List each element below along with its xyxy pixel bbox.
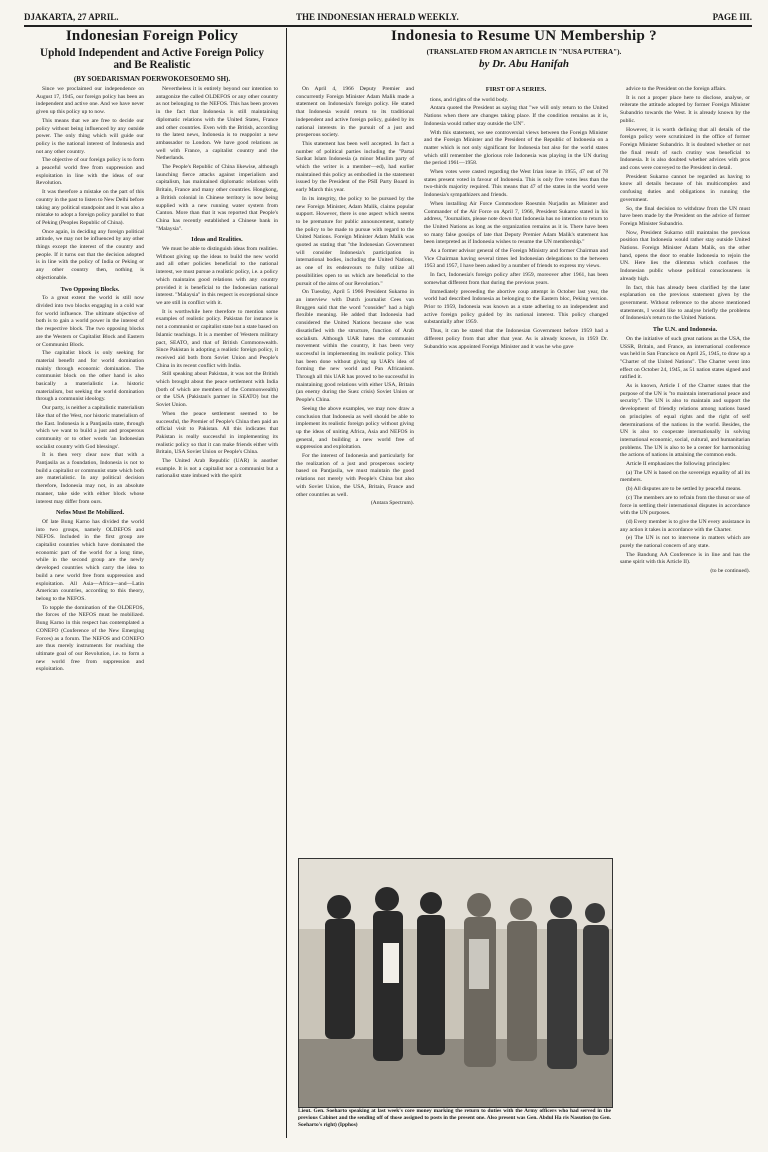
paragraph: The People's Republic of China likewise, although launching fierce attacks against imperialism and capitalism, has maintained diplomatic relations with Britain, France and many other countries. Hongkong, a British colonial in Chinese territory is now being supplied with a new running water system from Canton. More than that it was reported that People's China has recently established a Chinese bank in "Malaysia". bbox=[156, 164, 278, 232]
paragraph: Since we proclaimed our independence on August 17, 1945, our foreign policy has been an independent and active one. And we have never given up this policy up to now. bbox=[36, 86, 144, 116]
paragraph: When the peace settlement seemed to be successful, the Premier of People's China then paid an official visit to Pakistan. All this indicates that Pakistan is really successful in implementing its realistic policy so that it can make friends either with Britain, USA Soviet Union or People's China. bbox=[156, 410, 278, 456]
paragraph: Now, President Sukarno still maintains the previous position that Indonesia would rather stay outside United Nations. Foreign Minister Adam Malik, on the other hand, opens the door to enable Indonesia to rejoin the UN. Here lies the dilemma which confuses the Indonesian public whose political consciousness is already high. bbox=[620, 229, 750, 282]
left-article-subtitle: Uphold Independent and Active Foreign Policy and Be Realistic bbox=[40, 47, 264, 71]
series-label: FIRST OF A SERIES. bbox=[485, 86, 547, 93]
list-item: (c) The members are to refrain from the threat or use of force in settling their international disputes in accordance with the UN purposes. bbox=[620, 494, 750, 517]
paragraph: Immediately preceeding the abortive coup attempt in October last year, the world had described Indonesia as belonging to the Eastern bloc, Peking version. Prior to 1959, Indonesia was known as a state adhering to an independent and active foreign policy guided by its national interest. This policy changed substantially after 1959. bbox=[424, 288, 608, 326]
paragraph: On April 4, 1966 Deputy Premier and concurrently Foreign Minister Adam Malik made a statement on Indonesia's foreign policy. He stated that Indonesia would return to its traditional independent and active foreign policy, guided by its national interests in the pursuit of a just and prosperous society. bbox=[296, 86, 414, 139]
paragraph: To topple the domination of the OLDEFOS, the forces of the NEFOS must be mobilized. Bung Karno in this respect has contemplated a CONEFO (Conference of the New Emerging Forces) as a forum. The NEFOS and CONEFO are thus merely instruments for reaching the ultimate goal of our Revolution, i.e. to form a new world free from suppression and exploitation. bbox=[36, 604, 144, 673]
continued-note: (to be continued). bbox=[710, 568, 750, 575]
photo-caption: Lieut. Gen. Soeharto speaking at last week's core money marking the return to duties with the Army officers who had served in the previous Cabinet and the sending off of those assigned to posts in the present one. Also present was Gen. Abdul Ha ris Nasution (to Gen. Soeharto's right) (Ipphos) bbox=[298, 1108, 611, 1128]
right-article-column-2 bbox=[424, 86, 608, 854]
paragraph: Antara quoted the President as saying that "we will only return to the United Nations when there are changes taking place. If the condition remains as it is, Indonesia would rather stay outside the UN". bbox=[424, 105, 608, 127]
article-divider bbox=[286, 28, 287, 1138]
left-article-byline: (BY SOEDARISMAN POERWOKOESOEMO SH). bbox=[73, 75, 231, 83]
masthead-date: DJAKARTA, 27 APRIL. bbox=[24, 12, 119, 22]
right-article-subtitle: (TRANSLATED FROM AN ARTICLE IN "NUSA PUTERA"). bbox=[426, 48, 622, 56]
paragraph: The United Arab Republic (UAR) is another example. It is not a capitalist nor a communist but a nationalist state imbued with the spirit bbox=[156, 458, 278, 480]
paragraph: So, the final decision to withdraw from the UN must have been made by the President on the advice of former Foreign Minister Subandrio. bbox=[620, 205, 750, 227]
section-heading: Ideas and Realities. bbox=[191, 236, 243, 244]
paragraph: This means that we are free to decide our policy without being influenced by any outside power. The only thing which will guide our policy is the national interest of Indonesia and not any other country. bbox=[36, 117, 144, 155]
masthead-paper-name: THE INDONESIAN HERALD WEEKLY. bbox=[296, 12, 459, 22]
paragraph: However, it is worth defining that all details of the foreign policy were scrutinized in the office of former Foreign Minister Subandrio. It is doubted whether or not the final result of such crutiny was beneficial to Indonesia. It is also doubted whether advices with pros and cons were conveyed to the President in detail. bbox=[620, 126, 750, 172]
paragraph: Article II emphasizes the following principles: bbox=[626, 461, 731, 468]
left-article-title: Indonesian Foreign Policy bbox=[65, 28, 239, 44]
paragraph: It is then very clear now that with a Pantjasila as a foundation, Indonesia is not to build a capitalist or communist state which both are materialistic. In any political decision therefore, Indonesia may not, in an absolute manner, take side with either block whose interest may differ from ours. bbox=[36, 452, 144, 505]
paragraph: With this statement, we see controversial views between the Foreign Minister and the Foreign Minister and the President of the Republic of Indonesia on a matter which is not only significant for Indonesia but also for the world states which still remember the glorious role Indonesia was playing in the UN during the period 1961—1958. bbox=[424, 129, 608, 167]
paragraph: When votes were casted regarding the West Irian issue in 1955, 47 out of 78 states present voted in favour of Indonesia. This is only five votes less than the two-thirds majority required. This means that 47 of the states in the world were Indonesia's sympathizers and friends. bbox=[424, 169, 608, 199]
paragraph: The Bandung AA Conference is in line and has the same spirit with this Article II). bbox=[620, 551, 750, 566]
paragraph: It is worthwhile here therefore to mention some examples of realistic policy. Pakistan for instance is not a communist or capitalist state but a state based on Islamic teachings. It is a member of Western military pact, SEATO, and that of British Commonwealth. Since Pakistan is adopting a realistic foreign policy, it received aid both from Soviet Union and People's China in its recent conflict with India. bbox=[156, 308, 278, 369]
right-article-header bbox=[294, 28, 754, 70]
paragraph: Nevertheless it is entirely beyond our intention to antagonize the called OLDEFOS or any other country as not belonging to the NEFOS. This has been proven in the fact that Indonesia is still maintaining diplomatic relations with the United States, France and other countries. Even with the British, according to the latest news, Indonesia is to reappoint a new ambassador to London. We have good relations as well with France, a capitalist country and the Netherlands. bbox=[156, 86, 278, 162]
paragraph: When installing Air Force Commodore Roesmin Nurjadin as Minister and Commander of the Air Force on April 7, 1966, President Sukarno stated in his address, "Journalists, please note down that Indonesia has no intention to return to the United Nations as long as the organization remains as it is. There have been so many false gossips of late that Deputy Premier Adam Malik's statement has been interpreted as if Indonesia wishes to resume the UN membership." bbox=[424, 200, 608, 246]
paragraph: In its integrity, the policy to be pursued by the new Foreign Minister, Adam Malik, claims popular support. However, there is one aspect which seems to be premature for public announcement, namely the policy to be made to pursue with regard to the United Nations. Foreign Minister Adam Malik was quoted as stating that "the Indonesian Government will consider Indonesia's participation in international bodies, including the United Nations, as one of its endeavours to fully utilize all possibilities open to us which are beneficial to the pursuit of the aims of our Revolution." bbox=[296, 195, 414, 287]
paragraph: It was therefore a mistake on the part of this country in the past to listen to New Delhi before taking any political standpoint and it was also a mistake to adopt a foreign policy parallel to that of Peking (Peoples Republic of China). bbox=[36, 189, 144, 226]
section-heading: The U.N. and Indonesia. bbox=[652, 326, 718, 334]
news-photo bbox=[298, 858, 613, 1108]
paragraph: We must be able to distinguish ideas from realities. Without giving up the ideas to build the new world and all other policies beneficial to the national interest, we must pursue a realistic policy, i.e. a policy which maintains good relations with any country provided it is beneficial to the Indonesian national interest. "Malaysia" in this respect is exceptional since we are still in conflict with it. bbox=[156, 246, 278, 306]
paragraph: Once again, in deciding any foreign political attitude, we may not be influenced by any other things except the interest of the country and people. If it turns out that the decision adopted is in line with the policy of India or Peking or any other country then, nothing is objectionable. bbox=[36, 228, 144, 281]
paragraph: In fact, this has already been clarified by the later explanation on the previous statement given by the government. Without reference to the above mentioned statements, I would like to analyse briefly the problems of Indonesia's return to the United Nations. bbox=[620, 284, 750, 322]
paragraph: advice to the President on the foreign affairs. bbox=[626, 86, 727, 92]
paragraph: It is not a proper place here to disclose, analyse, or reiterate the attitude adopted by former Foreign Minister Subandrio towards the West. It is already known by the public. bbox=[620, 94, 750, 124]
paragraph: Still speaking about Pakistan, it was not the British which brought about the peace settlement with India (both of which are members of the Commonwealth) or the USA (Pakistan's partner in SEATO) but the Soviet Union. bbox=[156, 371, 278, 409]
paragraph: For the interest of Indonesia and particularly for the realization of a just and prosperous society based on Pantjasila, we must maintain the good relations not merely with People's China but also with Soviet Union, the USA, Britain, France and other countries as well. bbox=[296, 453, 414, 498]
paragraph: Of late Bung Karno has divided the world into two groups, namely OLDEFOS and NEFOS. Included in the first group are capitalist countries which have dominated the economic part of the world for a long time, while in the second group are the newly developed countries which carry the idea to build a new world free from suppression and exploitation. All Asia—Africa—and—Latin American countries, according to this theory, belong to the NEFOS. bbox=[36, 518, 144, 602]
paragraph: The capitalist block is only seeking for material benefit and for world domination mainly through economic domination. The communist block on the other hand is also basically a materialistic i.e. historic materialism, but seeking the world domination through a communist ideology. bbox=[36, 350, 144, 403]
left-article-column-1 bbox=[36, 86, 144, 1126]
paragraph: Thus, it can be stated that the Indonesian Government before 1959 had a different policy from that after that year. As is already known, in 1959 Dr. Subandrio was appointed Foreign Minister and it was he who gave bbox=[424, 328, 608, 350]
list-item: (e) The UN is not to intervene in matters which are purely the national concern of any state. bbox=[620, 535, 750, 550]
paragraph: As a former advisor general of the Foreign Ministry and former Chairman and Vice Chairman having several times led Indonesian delegations to the between 1953 and 1957, I have been asked by a number of friends to express my views. bbox=[424, 248, 608, 270]
soldiers-photo-illustration bbox=[299, 859, 612, 1107]
paragraph: The objective of our foreign policy is to form a peaceful world free from suppression and exploitation in line with the ideas of our Revolution. bbox=[36, 157, 144, 187]
right-article-title: Indonesia to Resume UN Membership ? bbox=[391, 28, 657, 44]
left-article-column-2 bbox=[156, 86, 278, 856]
right-article-column-3 bbox=[620, 86, 750, 1134]
section-heading: Nefos Must Be Mobilized. bbox=[55, 509, 125, 517]
paragraph: On the initiative of such great nations as the USA, the USSR, Britain, and France, an international conference was held in San Francisco on April 25, 1945, to draw up a "Charter of the United Nations". The Charter went into effect on October 24, 1945, as 51 nation states signed and ratified it. bbox=[620, 335, 750, 381]
source-credit: (Antara Spectrum). bbox=[370, 500, 414, 507]
paragraph: To a great extent the world is still now divided into two blocks engaging in a cold war for world influence. The ultimate objective of both is to gain a world power in the interest of the respective block. The two opposing blocks are the Western or Capitalist Block and Eastern or Communist Block. bbox=[36, 295, 144, 348]
masthead bbox=[24, 12, 752, 24]
masthead-rule bbox=[24, 25, 752, 27]
left-article-header bbox=[36, 28, 268, 83]
list-item: (d) Every member is to give the UN every assistance in any action it takes in accordance with the Charter. bbox=[620, 518, 750, 533]
section-heading: Two Opposing Blocks. bbox=[60, 285, 120, 293]
list-item: (b) All disputes are to be settled by peaceful means. bbox=[626, 486, 742, 493]
masthead-page-number: PAGE III. bbox=[712, 12, 752, 22]
right-article-column-1 bbox=[296, 86, 414, 854]
right-article-byline: by Dr. Abu Hanifah bbox=[478, 58, 570, 70]
paragraph: President Sukarno cannot be regarded as having to know all details because of his multicomplex and confusing duties and obligations in running the government. bbox=[620, 173, 750, 203]
paragraph: Seeing the above examples, we may now draw a conclusion that Indonesia as well should be able to implement its realistic foreign policy without giving up the ideas of uniting Africa, Asia and NEFOS in general, and building a new world free of suppression and exploitation. bbox=[296, 405, 414, 451]
paragraph: Our party, is neither a capitalistic materialism like that of the West, nor historic materialism of the East. Indonesia is a Pantjasila state, through which we want to build a just and prosperous community or to other words 'an Indonesian socialist country with God blessings'. bbox=[36, 405, 144, 450]
paragraph: In fact, Indonesia's foreign policy after 1959, moreover after 1961, has been somewhat different from that during the previous years. bbox=[424, 272, 608, 286]
paragraph: On Tuesday, April 5 1966 President Sukarno in an interview with Dutch journalist Cees van Bruggen said that the word "consider" had a high flexible meaning. He added that Indonesia had considered the United Nations because she was dissatisfied with the structure, function of Arab socialism. Although UAR hates the communist movement within the country, it has been very successful in implementing its realistic policy. This has been done without giving up UAR's idea of forming the new world and Pan Africanism. Through all this UAR has proved to be successful in maintaining good relations with either USA, Britain (an enemy during the Suez crisis) Soviet Union or People's China. bbox=[296, 289, 414, 404]
list-item: (a) The UN is based on the sovereign equality of all its members. bbox=[620, 469, 750, 484]
paragraph: As is known, Article I of the Charter states that the purpose of the UN is "to maintain international peace and security". The UN is also to maintain and support the development of friendly relations among nations based on principles of equal rights and the right of self determinations of the nations in the world. Besides, the UN is also to cooperate internationally in solving international economic, social, cultural, and humanitarian problems. The UN is also to be a center for harmonizing the actions of nations in attaining the common ends. bbox=[620, 383, 750, 459]
paragraph: tions, and rights of the world body. bbox=[430, 96, 509, 103]
paragraph: This statement has been well accepted. In fact a number of political parties including the "Partai Sarikat Islam Indonesia (a minor Muslim party of which the writer is a member—ed), had earlier maintained this policy as embodied in the statement issued by the President of the PSII Party Board in early March this year. bbox=[296, 140, 414, 194]
